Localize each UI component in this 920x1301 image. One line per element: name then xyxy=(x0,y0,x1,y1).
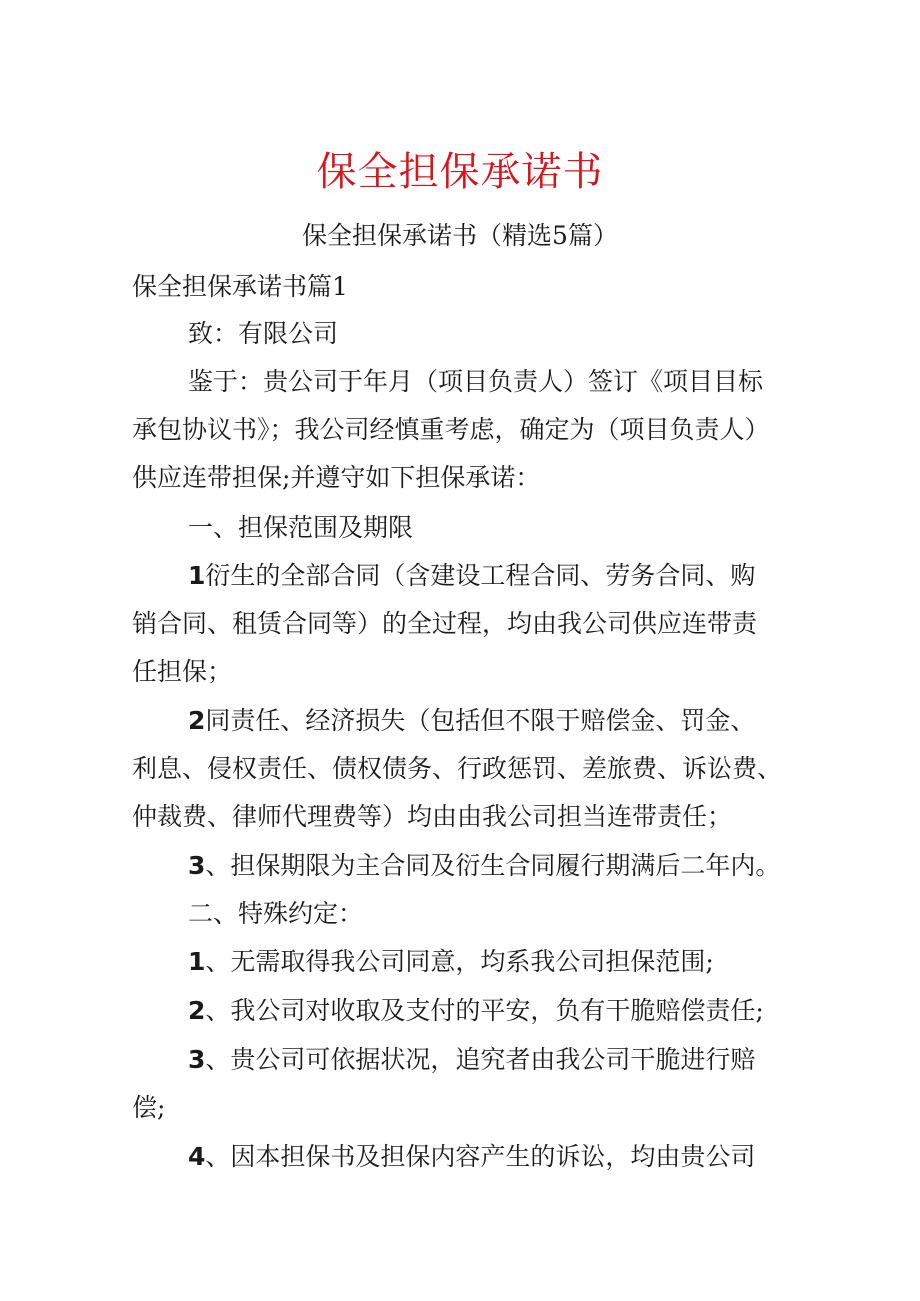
special4-number: 4 xyxy=(188,1142,206,1171)
recital-line-1: 鉴于：贵公司于年月（项目负责人）签订《项目目标 xyxy=(188,367,764,396)
special3-paragraph xyxy=(132,1036,812,1132)
item2-line-3: 仲裁费、律师代理费等）均由由我公司担当连带责任； xyxy=(132,802,733,831)
special2-number: 2 xyxy=(188,996,206,1025)
special1-line xyxy=(132,938,812,986)
item3-line xyxy=(132,842,812,890)
section-heading: 保全担保承诺书篇1 xyxy=(132,272,348,301)
part2-heading: 二、特殊约定： xyxy=(188,899,364,928)
special1-paragraph xyxy=(132,938,812,986)
special2-line xyxy=(132,987,812,1035)
item2-text-1: 同责任、经济损失（包括但不限于赔偿金、罚金、 xyxy=(205,706,756,735)
document-title: 保全担保承诺书 xyxy=(316,149,604,195)
recital-line-2: 承包协议书》；我公司经慎重考虑，确定为（项目负责人） xyxy=(132,415,770,444)
document-subtitle: 保全担保承诺书（精选5篇） xyxy=(302,221,618,250)
item2-number: 2 xyxy=(188,706,206,735)
special2-paragraph xyxy=(132,987,812,1035)
special3-text-1: 、贵公司可依据状况，追究者由我公司干脆进行赔 xyxy=(205,1045,756,1074)
item2-line-2: 利息、侵权责任、债权债务、行政惩罚、差旅费、诉讼费、 xyxy=(132,754,783,783)
recital-line-3: 供应连带担保;并遵守如下担保承诺： xyxy=(132,463,541,492)
special1-text: 、无需取得我公司同意，均系我公司担保范围; xyxy=(205,947,714,976)
item1-number: 1 xyxy=(188,561,206,590)
item3-paragraph xyxy=(132,842,812,890)
item3-text: 、担保期限为主合同及衍生合同履行期满后二年内。 xyxy=(205,851,781,880)
special4-line xyxy=(132,1133,812,1181)
special1-number: 1 xyxy=(188,947,206,976)
item3-number: 3 xyxy=(188,851,206,880)
item1-paragraph xyxy=(132,552,812,696)
item1-line-2: 销合同、租赁合同等）的全过程，均由我公司供应连带责 xyxy=(132,609,758,638)
addressee-line: 致：有限公司 xyxy=(188,319,339,348)
special3-number: 3 xyxy=(188,1045,206,1074)
item2-line-1 xyxy=(132,697,812,745)
recital-paragraph xyxy=(132,358,812,502)
special3-line-1 xyxy=(132,1036,812,1084)
special3-line-2: 偿; xyxy=(132,1093,166,1122)
special4-text: 、因本担保书及担保内容产生的诉讼，均由贵公司 xyxy=(205,1142,756,1171)
part1-heading: 一、担保范围及期限 xyxy=(188,513,414,542)
item1-line-3: 任担保； xyxy=(132,657,233,686)
special4-paragraph xyxy=(132,1133,812,1181)
item1-text-1: 衍生的全部合同（含建设工程合同、劳务合同、购 xyxy=(205,561,756,590)
item2-paragraph xyxy=(132,697,812,841)
item1-line-1 xyxy=(132,552,812,600)
special2-text: 、我公司对收取及支付的平安，负有干脆赔偿责任; xyxy=(205,996,764,1025)
